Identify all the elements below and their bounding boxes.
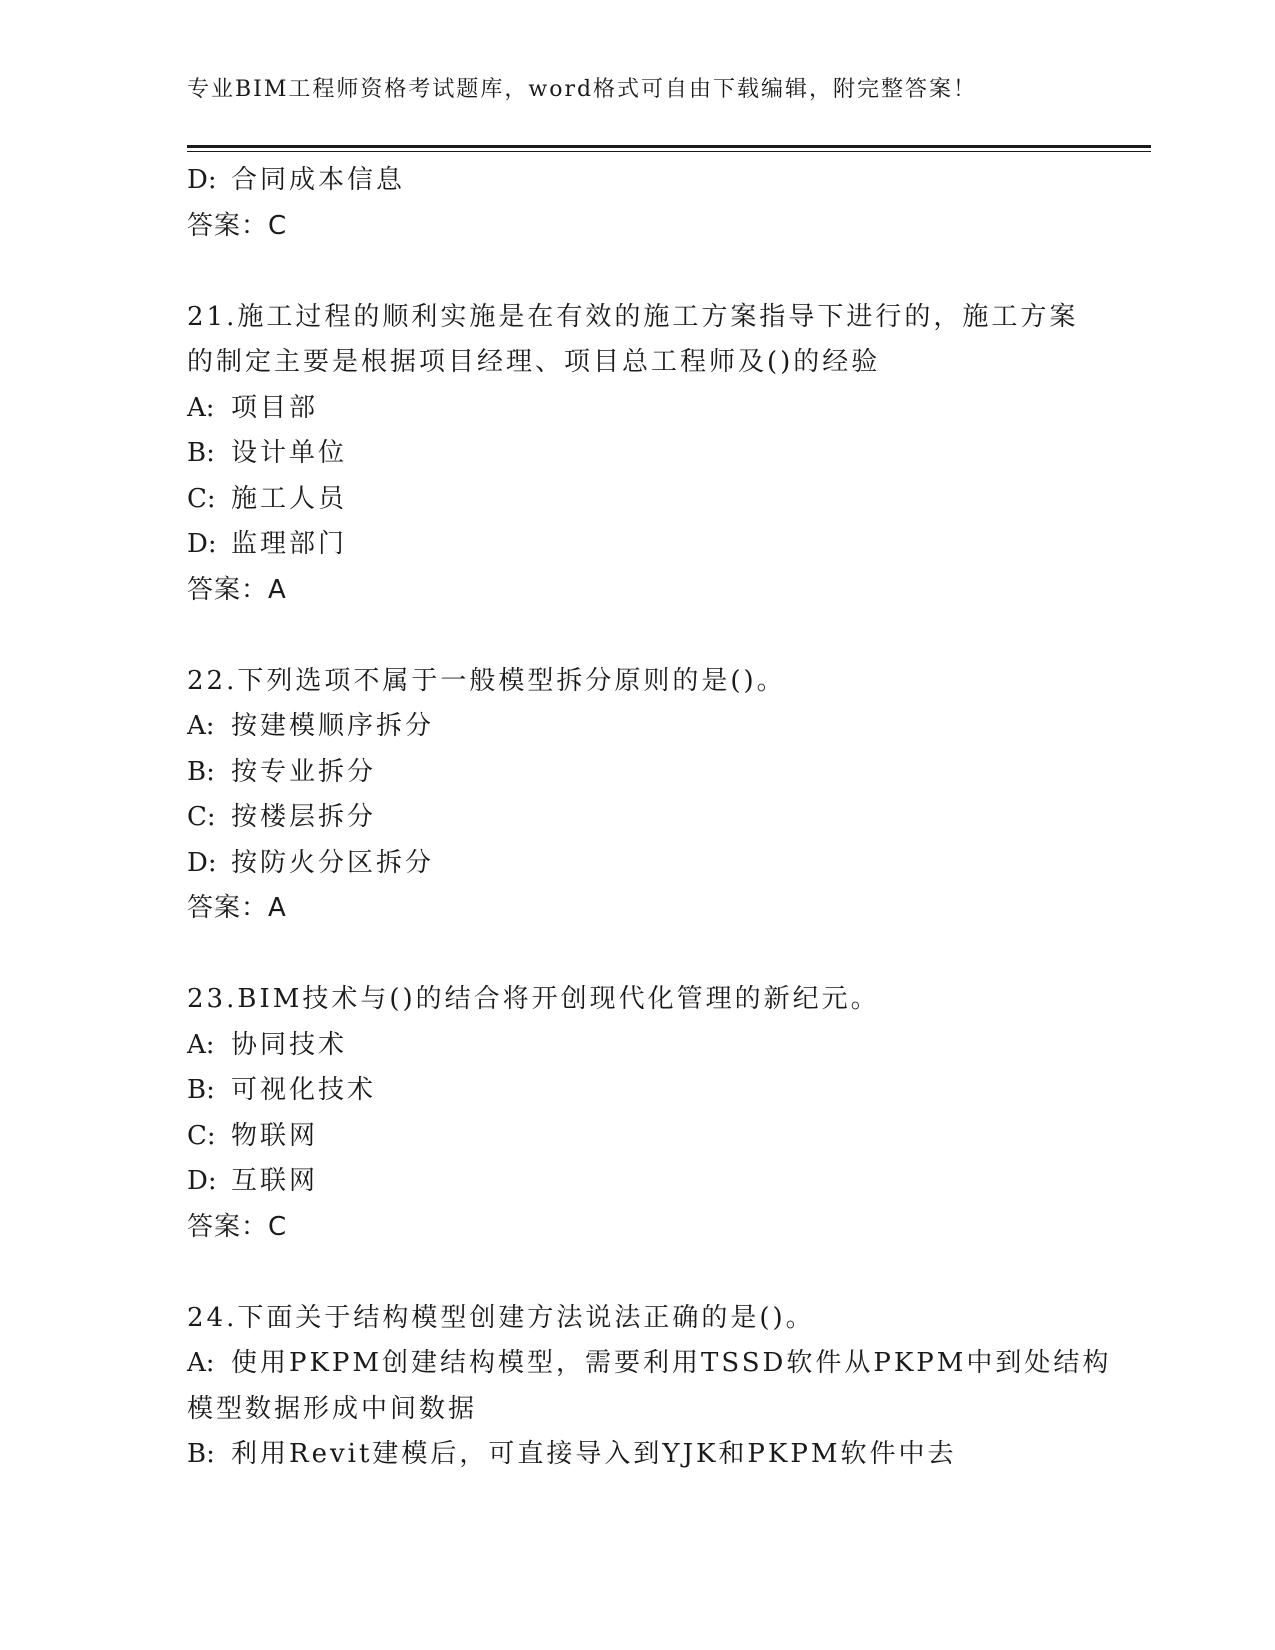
option-text: 施工人员 (231, 483, 348, 514)
option-line (187, 1341, 1112, 1387)
option-text: 按防火分区拆分 (231, 847, 435, 878)
option-line (187, 431, 1087, 477)
option-text: 按建模顺序拆分 (231, 711, 435, 741)
option-line (187, 795, 1087, 841)
option-line (187, 477, 1087, 523)
option-continuation: 模型数据形成中间数据 (187, 1393, 478, 1424)
answer-line: 答案：A (187, 893, 287, 923)
option-line (187, 1023, 1087, 1069)
option-key: A: (187, 711, 215, 741)
header-rule-thick (187, 145, 1151, 148)
option-line (187, 386, 1087, 432)
header-rule-thin (187, 151, 1151, 152)
option-key: B: (187, 438, 215, 468)
option-key: D: (187, 529, 217, 559)
option-line (187, 1432, 1087, 1478)
question-text: 24.下面关于结构模型创建方法说法正确的是()。 (187, 1302, 815, 1333)
option-key: A: (187, 1029, 215, 1060)
spacer (187, 613, 1087, 659)
option-key: C: (187, 1120, 216, 1151)
option-key: B: (187, 1075, 215, 1105)
question-text: 22.下列选项不属于一般模型拆分原则的是()。 (187, 665, 786, 696)
option-text: 按专业拆分 (231, 756, 377, 787)
question-text: 21.施工过程的顺利实施是在有效的施工方案指导下进行的，施工方案 (187, 301, 1079, 332)
option-text: 合同成本信息 (231, 165, 406, 195)
option-key: D: (187, 847, 217, 878)
page-header: 专业BIM工程师资格考试题库，word格式可自由下载编辑，附完整答案！ (187, 77, 978, 102)
option-text: 协同技术 (231, 1029, 348, 1060)
option-text: 可视化技术 (231, 1075, 377, 1105)
option-line (187, 158, 1087, 204)
option-line (187, 704, 1087, 750)
question-text: 23.BIM技术与()的结合将开创现代化管理的新纪元。 (187, 984, 880, 1014)
answer-line: 答案：C (187, 1211, 288, 1242)
option-text: 利用Revit建模后，可直接导入到YJK和PKPM软件中去 (231, 1439, 957, 1469)
option-line (187, 522, 1087, 568)
question-content (187, 158, 1112, 1478)
option-line (187, 1068, 1087, 1114)
option-key: A: (187, 1348, 215, 1378)
option-text: 按楼层拆分 (231, 802, 377, 832)
option-text: 监理部门 (231, 529, 348, 559)
spacer (187, 249, 1087, 295)
option-text: 物联网 (231, 1120, 319, 1151)
option-text: 互联网 (231, 1166, 319, 1196)
spacer (187, 1250, 1087, 1296)
option-key: B: (187, 1439, 215, 1469)
answer-line: 答案：A (187, 574, 287, 605)
option-text: 使用PKPM创建结构模型，需要利用TSSD软件从PKPM中到处结构 (231, 1348, 1112, 1378)
option-line (187, 1159, 1087, 1205)
option-key: C: (187, 802, 216, 832)
spacer (187, 932, 1087, 978)
option-key: D: (187, 165, 217, 195)
option-key: B: (187, 756, 215, 787)
option-line (187, 1114, 1087, 1160)
option-key: D: (187, 1166, 217, 1196)
question-text: 的制定主要是根据项目经理、项目总工程师及()的经验 (187, 347, 881, 377)
option-text: 项目部 (231, 392, 319, 423)
option-line (187, 750, 1087, 796)
option-key: A: (187, 392, 215, 423)
answer-line: 答案：C (187, 210, 288, 241)
option-text: 设计单位 (231, 438, 348, 468)
option-line (187, 841, 1087, 887)
option-key: C: (187, 483, 216, 514)
